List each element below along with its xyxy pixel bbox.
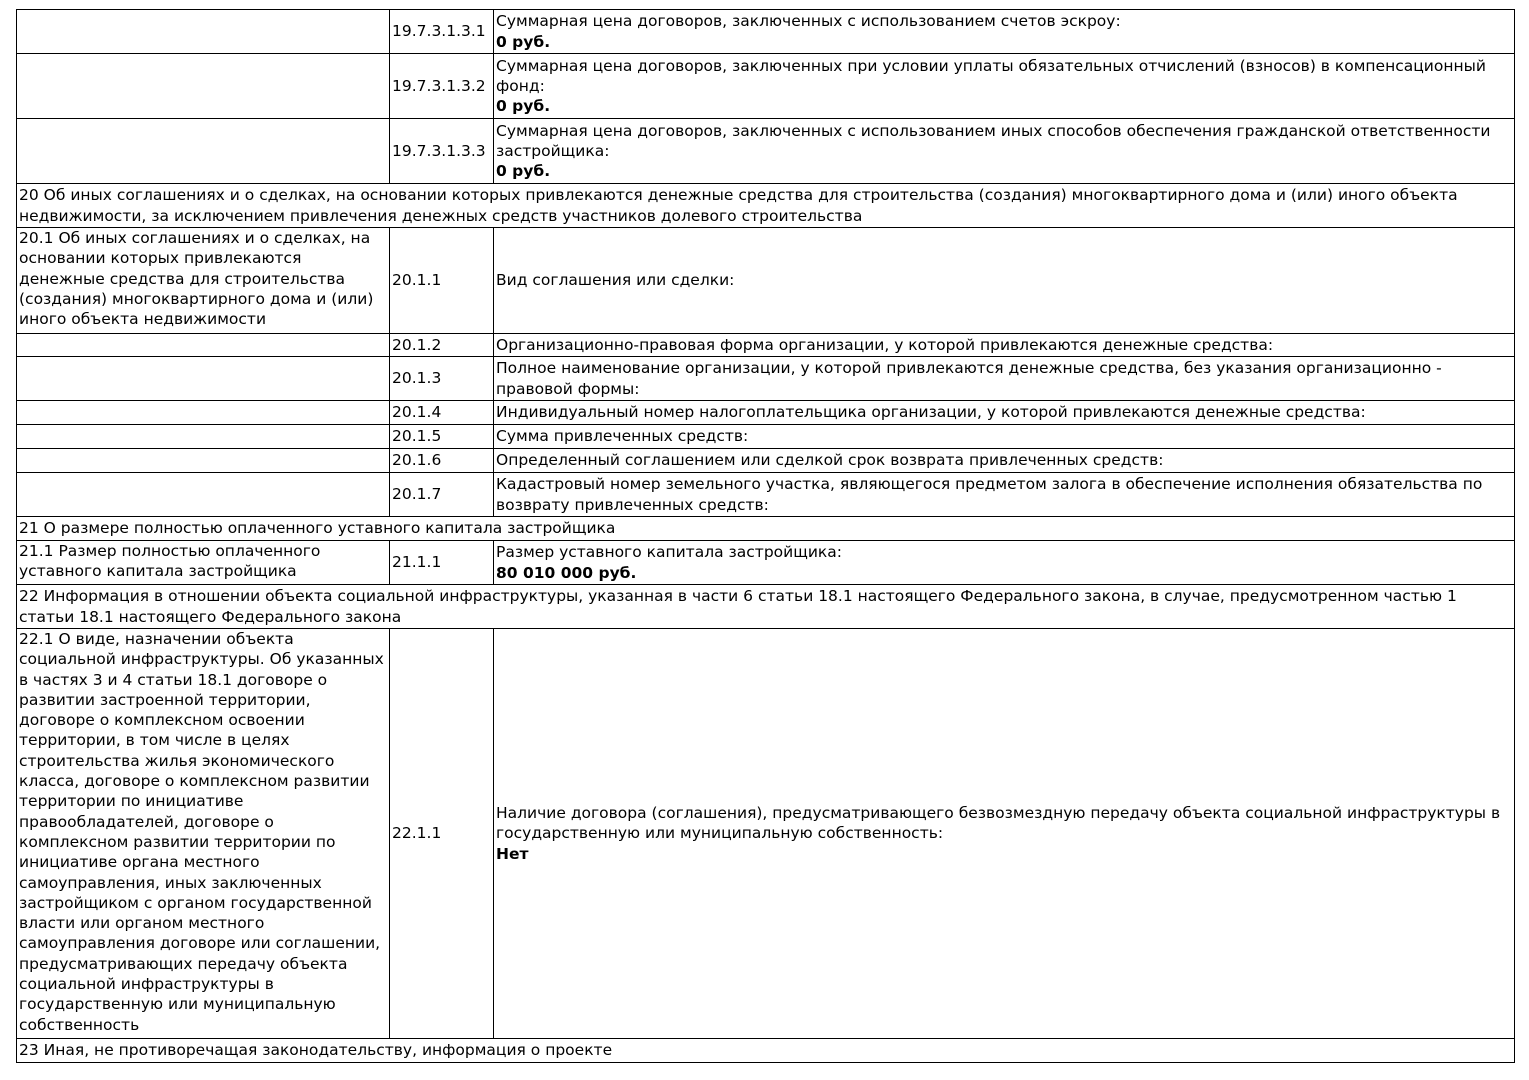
empty-cell [17, 54, 390, 119]
row-code: 19.7.3.1.3.3 [390, 119, 494, 184]
row-label: Суммарная цена договоров, заключенных при условии уплаты обязательных отчислений (взносов) в компенсационный фонд: [496, 56, 1486, 95]
row-code: 19.7.3.1.3.1 [390, 10, 494, 54]
row-content [494, 54, 1515, 119]
row-value: Нет [496, 844, 529, 863]
table-row [17, 401, 1515, 425]
empty-cell [17, 401, 390, 425]
section-heading-row [17, 1039, 1515, 1063]
table-row [17, 119, 1515, 184]
row-label: Сумма привлеченных средств: [494, 425, 1515, 449]
row-label: Полное наименование организации, у которой привлекаются денежные средства, без указания организационно - правовой формы: [494, 357, 1515, 401]
row-code: 20.1.4 [390, 401, 494, 425]
row-value: 0 руб. [496, 162, 551, 181]
row-label: Вид соглашения или сделки: [494, 228, 1515, 334]
row-code: 20.1.6 [390, 449, 494, 473]
section-heading-row [17, 184, 1515, 228]
section-21-subheading: 21.1 Размер полностью оплаченного уставного капитала застройщика [17, 541, 390, 585]
empty-cell [17, 357, 390, 401]
table-row [17, 10, 1515, 54]
row-label: Индивидуальный номер налогоплательщика организации, у которой привлекаются денежные средства: [494, 401, 1515, 425]
table-row [17, 425, 1515, 449]
section-22-subheading: 22.1 О виде, назначении объекта социальной инфраструктуры. Об указанных в частях 3 и 4 статьи 18.1 договоре о развитии застроенной территории, договоре о комплексном освоении территории, в том числе в целях строительства жилья экономического класса, договоре о комплексном развитии территории по инициативе правообладателей, договоре о комплексном развитии территории по инициативе органа местного самоуправления, иных заключенных застройщиком с органом государственной власти или органом местного самоуправления договоре или соглашении, предусматривающих передачу объекта социальной инфраструктуры в государственную или муниципальную собственность [17, 629, 390, 1039]
section-20-subheading: 20.1 Об иных соглашениях и о сделках, на основании которых привлекаются денежные средства для строительства (создания) многоквартирного дома и (или) иного объекта недвижимости [17, 228, 390, 334]
empty-cell [17, 119, 390, 184]
table-row [17, 357, 1515, 401]
row-label: Суммарная цена договоров, заключенных с использованием счетов эскроу: [496, 12, 1121, 31]
row-label: Наличие договора (соглашения), предусматривающего безвозмездную передачу объекта социальной инфраструктуры в государственную или муниципальную собственность: [496, 804, 1501, 843]
row-code: 20.1.3 [390, 357, 494, 401]
section-21-heading: 21 О размере полностью оплаченного уставного капитала застройщика [17, 517, 1515, 541]
declaration-table [16, 9, 1515, 1063]
table-row [17, 541, 1515, 585]
section-heading-row [17, 585, 1515, 629]
section-heading-row [17, 517, 1515, 541]
row-content [494, 119, 1515, 184]
row-code: 22.1.1 [390, 629, 494, 1039]
row-code: 20.1.5 [390, 425, 494, 449]
row-value: 0 руб. [496, 32, 551, 51]
row-content [494, 629, 1515, 1039]
row-code: 20.1.2 [390, 334, 494, 357]
section-22-heading: 22 Информация в отношении объекта социальной инфраструктуры, указанная в части 6 статьи 18.1 настоящего Федерального закона, в случае, предусмотренном частью 1 статьи 18.1 настоящего Федерального закона [17, 585, 1515, 629]
row-content [494, 10, 1515, 54]
row-label: Размер уставного капитала застройщика: [496, 543, 842, 562]
table-row [17, 54, 1515, 119]
table-row [17, 449, 1515, 473]
row-label: Кадастровый номер земельного участка, являющегося предметом залога в обеспечение исполнения обязательства по возврату привлеченных средств: [494, 473, 1515, 517]
row-label: Организационно-правовая форма организации, у которой привлекаются денежные средства: [494, 334, 1515, 357]
table-row [17, 629, 1515, 1039]
row-code: 20.1.1 [390, 228, 494, 334]
empty-cell [17, 425, 390, 449]
row-code: 21.1.1 [390, 541, 494, 585]
section-20-heading: 20 Об иных соглашениях и о сделках, на основании которых привлекаются денежные средства для строительства (создания) многоквартирного дома и (или) иного объекта недвижимости, за исключением привлечения денежных средств участников долевого строительства [17, 184, 1515, 228]
row-label: Суммарная цена договоров, заключенных с использованием иных способов обеспечения гражданской ответственности застройщика: [496, 121, 1491, 160]
row-label: Определенный соглашением или сделкой срок возврата привлеченных средств: [494, 449, 1515, 473]
table-row [17, 473, 1515, 517]
row-value: 80 010 000 руб. [496, 563, 637, 582]
empty-cell [17, 10, 390, 54]
empty-cell [17, 334, 390, 357]
row-value: 0 руб. [496, 97, 551, 116]
row-content [494, 541, 1515, 585]
empty-cell [17, 473, 390, 517]
section-23-heading: 23 Иная, не противоречащая законодательству, информация о проекте [17, 1039, 1515, 1063]
row-code: 20.1.7 [390, 473, 494, 517]
table-row [17, 228, 1515, 334]
row-code: 19.7.3.1.3.2 [390, 54, 494, 119]
table-row [17, 334, 1515, 357]
empty-cell [17, 449, 390, 473]
